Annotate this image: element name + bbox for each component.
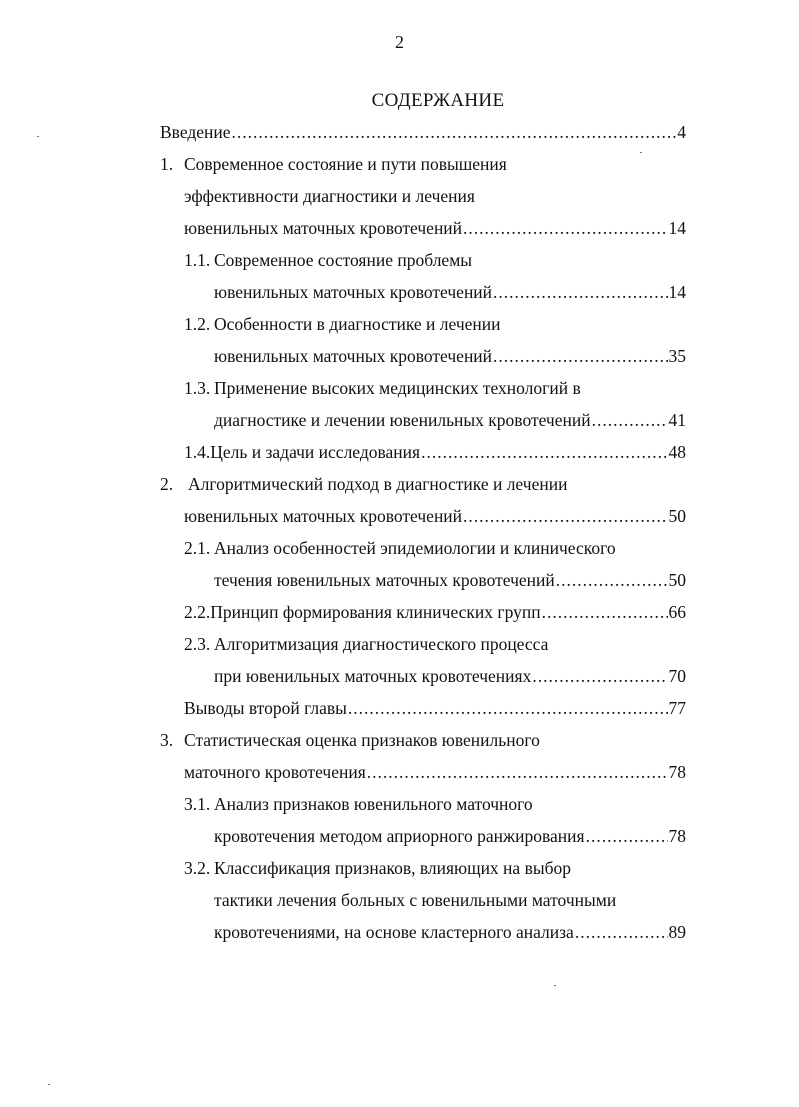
toc-entry-text: диагностике и лечении ювенильных кровотечений bbox=[214, 410, 591, 430]
toc-entry-text: Выводы второй главы bbox=[184, 698, 347, 718]
dot-leader bbox=[463, 504, 667, 528]
toc-entry-text: эффективности диагностики и лечения bbox=[184, 186, 475, 206]
toc-entry-ch2-line1[interactable] bbox=[160, 472, 686, 496]
toc-entry-text: ювенильных маточных кровотечений bbox=[214, 282, 493, 302]
toc-entry-text: Введение bbox=[160, 122, 231, 142]
toc-entry-number: 3.1. bbox=[184, 794, 211, 814]
toc-entry-s1-3-line1[interactable] bbox=[184, 376, 686, 400]
toc-entry-s3-2-line2[interactable] bbox=[214, 888, 686, 912]
dot-leader bbox=[556, 568, 668, 592]
toc-entry-text: маточного кровотечения bbox=[184, 762, 366, 782]
toc-entry-s2-3-line1[interactable] bbox=[184, 632, 686, 656]
toc-entry-s1-1-line1[interactable] bbox=[184, 248, 686, 272]
toc-page-number: 48 bbox=[668, 442, 686, 462]
toc-entry-s2-2[interactable] bbox=[184, 600, 686, 624]
dot-leader bbox=[592, 408, 668, 432]
toc-entry-text: течения ювенильных маточных кровотечений bbox=[214, 570, 555, 590]
toc-entry-ch3-line2[interactable] bbox=[184, 760, 686, 784]
toc-entry-text: Алгоритмизация диагностического процесса bbox=[214, 634, 549, 654]
toc-entry-number: 3.2. bbox=[184, 858, 211, 878]
toc-entry-text: Анализ особенностей эпидемиологии и клинического bbox=[214, 538, 616, 558]
dot-leader bbox=[232, 120, 677, 144]
toc-page-number: 35 bbox=[668, 346, 686, 366]
toc-entry-conclusions-ch2[interactable] bbox=[184, 696, 686, 720]
toc-entry-text: Алгоритмический подход в диагностике и лечении bbox=[188, 474, 568, 494]
dot-leader bbox=[493, 344, 667, 368]
toc-entry-number: 2.3. bbox=[184, 634, 211, 654]
dot-leader bbox=[586, 824, 668, 848]
toc-entry-s1-4[interactable] bbox=[184, 440, 686, 464]
toc-entry-text: Применение высоких медицинских технологий в bbox=[214, 378, 581, 398]
dot-leader bbox=[493, 280, 667, 304]
toc-page-number: 4 bbox=[677, 122, 686, 142]
dot-leader bbox=[421, 440, 667, 464]
scan-speck bbox=[48, 1084, 50, 1085]
toc-entry-s2-3-line2[interactable] bbox=[214, 664, 686, 688]
toc-entry-text: Статистическая оценка признаков ювенильного bbox=[184, 730, 540, 750]
dot-leader bbox=[575, 920, 668, 944]
toc-page-number: 50 bbox=[668, 570, 686, 590]
toc-entry-s2-1-line2[interactable] bbox=[214, 568, 686, 592]
toc-entry-s1-3-line2[interactable] bbox=[214, 408, 686, 432]
toc-entry-intro[interactable] bbox=[160, 120, 686, 144]
toc-entry-number: 3. bbox=[160, 730, 174, 750]
toc-entry-text: кровотечения методом априорного ранжирования bbox=[214, 826, 585, 846]
toc-page-number: 14 bbox=[668, 218, 686, 238]
toc-entry-ch2-line2[interactable] bbox=[184, 504, 686, 528]
toc-entry-text: кровотечениями, на основе кластерного анализа bbox=[214, 922, 574, 942]
toc-entry-ch1-line1[interactable] bbox=[160, 152, 686, 176]
toc-entry-s1-2-line2[interactable] bbox=[214, 344, 686, 368]
toc-entry-text: Особенности в диагностике и лечении bbox=[214, 314, 501, 334]
toc-entry-ch1-line3[interactable] bbox=[184, 216, 686, 240]
toc-entry-text: при ювенильных маточных кровотечениях bbox=[214, 666, 532, 686]
toc-entry-text: ювенильных маточных кровотечений bbox=[214, 346, 493, 366]
toc-entry-number: 1.4. bbox=[184, 442, 211, 462]
toc-entry-ch1-line2[interactable] bbox=[184, 184, 686, 208]
dot-leader bbox=[463, 216, 667, 240]
toc-entry-s3-2-line1[interactable] bbox=[184, 856, 686, 880]
toc-page-number: 78 bbox=[668, 762, 686, 782]
scan-speck bbox=[640, 152, 642, 153]
toc-entry-text: тактики лечения больных с ювенильными маточными bbox=[214, 890, 617, 910]
toc-entry-ch3-line1[interactable] bbox=[160, 728, 686, 752]
page-number: 2 bbox=[395, 32, 404, 52]
toc-entry-s1-2-line1[interactable] bbox=[184, 312, 686, 336]
scan-speck bbox=[554, 985, 556, 986]
toc-entry-number: 1.3. bbox=[184, 378, 211, 398]
toc-entry-text: Принцип формирования клинических групп bbox=[210, 602, 541, 622]
toc-page-number: 50 bbox=[668, 506, 686, 526]
scan-speck bbox=[37, 136, 39, 137]
toc-page-number: 77 bbox=[668, 698, 686, 718]
toc-entry-number: 1.1. bbox=[184, 250, 211, 270]
toc-entry-text: Цель и задачи исследования bbox=[210, 442, 421, 462]
toc-title: СОДЕРЖАНИЕ bbox=[371, 90, 505, 111]
toc-entry-number: 1.2. bbox=[184, 314, 211, 334]
toc-page-number: 70 bbox=[668, 666, 686, 686]
toc-entry-number: 1. bbox=[160, 154, 174, 174]
toc-entry-text: ювенильных маточных кровотечений bbox=[184, 218, 463, 238]
toc-entry-number: 2.1. bbox=[184, 538, 211, 558]
toc-page-number: 41 bbox=[668, 410, 686, 430]
toc-entry-number: 2.2. bbox=[184, 602, 211, 622]
toc-page-number: 66 bbox=[668, 602, 686, 622]
toc-entry-s3-1-line2[interactable] bbox=[214, 824, 686, 848]
toc-entry-number: 2. bbox=[160, 474, 174, 494]
toc-entry-s1-1-line2[interactable] bbox=[214, 280, 686, 304]
dot-leader bbox=[542, 600, 668, 624]
toc-entry-text: Анализ признаков ювенильного маточного bbox=[214, 794, 533, 814]
toc-entry-text: ювенильных маточных кровотечений bbox=[184, 506, 463, 526]
toc-page-number: 89 bbox=[668, 922, 686, 942]
toc-entry-s3-2-line3[interactable] bbox=[214, 920, 686, 944]
toc-entry-s3-1-line1[interactable] bbox=[184, 792, 686, 816]
toc-entry-text: Классификация признаков, влияющих на выбор bbox=[214, 858, 571, 878]
toc-entry-s2-1-line1[interactable] bbox=[184, 536, 686, 560]
dot-leader bbox=[532, 664, 667, 688]
toc-entry-text: Современное состояние и пути повышения bbox=[184, 154, 507, 174]
toc-entry-text: Современное состояние проблемы bbox=[214, 250, 473, 270]
dot-leader bbox=[367, 760, 668, 784]
toc-page-number: 14 bbox=[668, 282, 686, 302]
dot-leader bbox=[348, 696, 668, 720]
toc-page-number: 78 bbox=[668, 826, 686, 846]
